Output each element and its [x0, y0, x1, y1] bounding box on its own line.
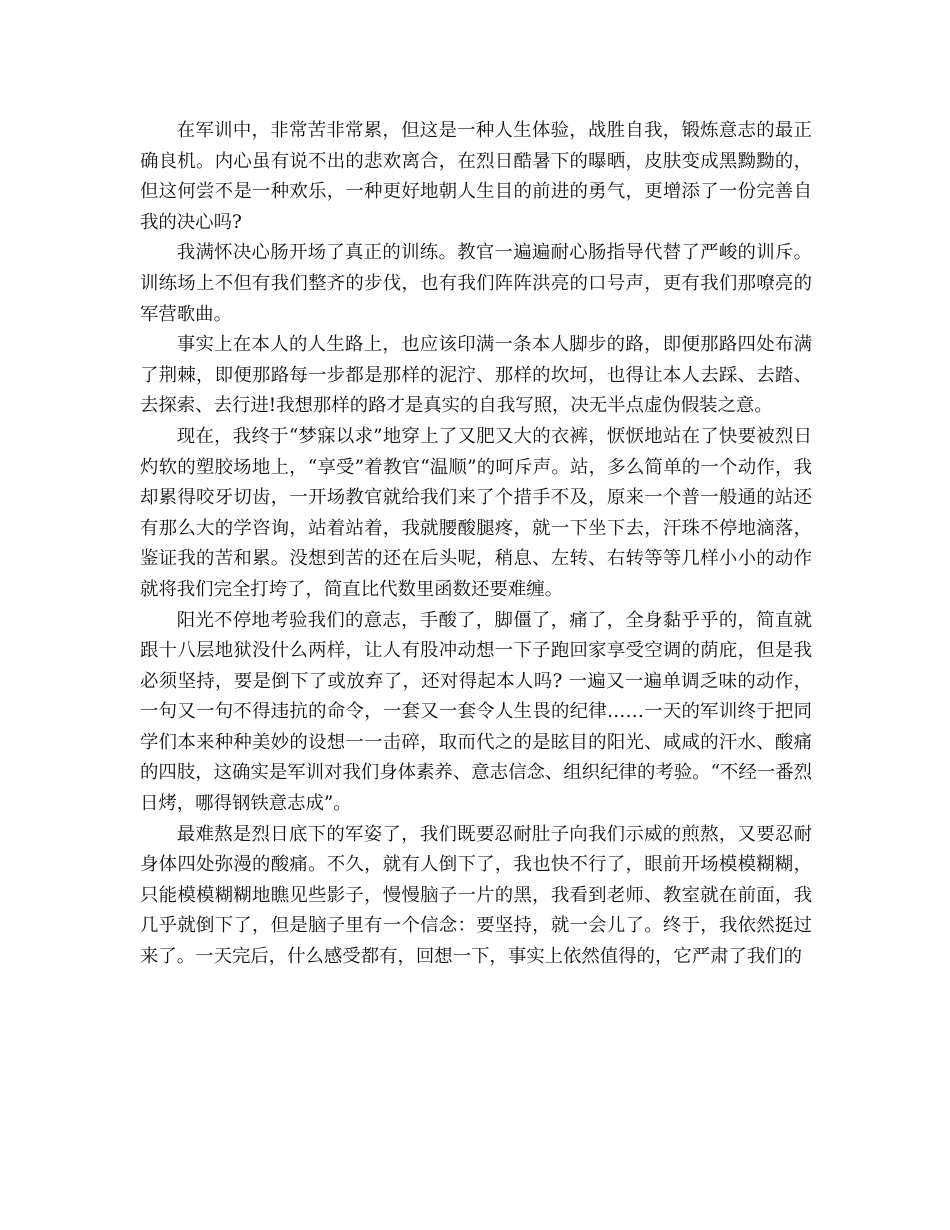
paragraph: 最难熬是烈日底下的军姿了，我们既要忍耐肚子向我们示威的煎熬，又要忍耐身体四处弥漫的酸痛。不久，就有人倒下了，我也快不行了，眼前开场模模糊糊，只能模模糊糊地瞧见些影子，慢慢脑子一片的黑，我看到老师、教室就在前面，我几乎就倒下了，但是脑子里有一个信念：要坚持，就一会儿了。终于，我依然挺过来了。一天完后，什么感受都有，回想一下，事实上依然值得的，它严肃了我们的 — [140, 823, 812, 968]
paragraph: 阳光不停地考验我们的意志，手酸了，脚僵了，痛了，全身黏乎乎的，简直就跟十八层地狱没什么两样，让人有股冲动想一下子跑回家享受空调的荫庇，但是我必须坚持，要是倒下了或放弃了，还对得起本人吗? 一遍又一遍单调乏味的动作，一句又一句不得违抗的命令，一套又一套令人生畏的纪律……一天的军训终于把同学们本来种种美妙的设想一一击碎，取而代之的是眩目的阳光、咸咸的汗水、酸痛的四肢，这确实是军训对我们身体素养、意志信念、组织纪律的考验。“不经一番烈日烤，哪得钢铁意志成”。 — [140, 609, 812, 815]
document-page — [140, 116, 812, 973]
paragraph: 我满怀决心肠开场了真正的训练。教官一遍遍耐心肠指导代替了严峻的训斥。训练场上不但有我们整齐的步伐，也有我们阵阵洪亮的口号声，更有我们那嘹亮的军营歌曲。 — [140, 242, 812, 325]
paragraph: 在军训中，非常苦非常累，但这是一种人生体验，战胜自我，锻炼意志的最正确良机。内心虽有说不出的悲欢离合，在烈日酷暑下的曝晒，皮肤变成黑黝黝的，但这何尝不是一种欢乐，一种更好地朝人生目的前进的勇气，更增添了一份完善自我的决心吗? — [140, 120, 812, 233]
paragraph: 事实上在本人的人生路上，也应该印满一条本人脚步的路，即便那路四处布满了荆棘，即便那路每一步都是那样的泥泞、那样的坎坷，也得让本人去踩、去踏、去探索、去行进!我想那样的路才是真实的自我写照，决无半点虚伪假装之意。 — [140, 334, 812, 417]
paragraph: 现在，我终于“梦寐以求”地穿上了又肥又大的衣裤，恹恹地站在了快要被烈日灼软的塑胶场地上，“享受”着教官“温顺”的呵斥声。站，多么简单的一个动作，我却累得咬牙切齿，一开场教官就给我们来了个措手不及，原来一个普一般通的站还有那么大的学咨询，站着站着，我就腰酸腿疼，就一下坐下去，汗珠不停地滴落，鉴证我的苦和累。没想到苦的还在后头呢，稍息、左转、右转等等几样小小的动作就将我们完全打垮了，简直比代数里函数还要难缠。 — [140, 425, 812, 600]
